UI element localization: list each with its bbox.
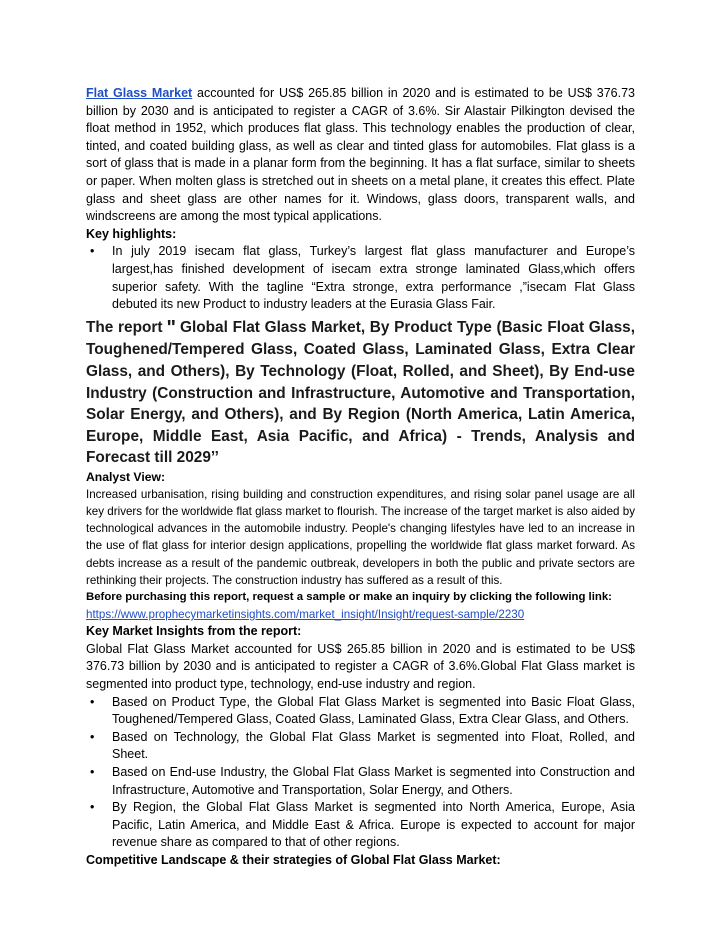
- bullet-icon: •: [90, 694, 95, 709]
- key-highlights-list: [86, 243, 635, 313]
- intro-paragraph: [86, 85, 635, 226]
- report-heading: The report " Global Flat Glass Market, By Product Type (Basic Float Glass, Toughened/Tempered Glass, Coated Glass, Laminated Glass, Extra Clear Glass, and Others), By Technology (Float, Rolled, and Sheet), By End-use Industry (Construction and Infrastructure, Automotive and Transportation, Solar Energy, and Others), and By Region (North America, Latin America, Europe, Middle East, Asia Pacific, and Africa) - Trends, Analysis and Forecast till 2029’’: [86, 316, 635, 467]
- bullet-icon: •: [90, 729, 95, 744]
- bullet-icon: •: [90, 765, 95, 780]
- insights-list: [86, 694, 635, 852]
- document-page: [86, 85, 635, 870]
- competitive-landscape-title: Competitive Landscape & their strategies of Global Flat Glass Market:: [86, 853, 501, 868]
- flat-glass-market-link[interactable]: Flat Glass Market: [86, 86, 193, 100]
- list-item: • Based on Technology, the Global Flat Glass Market is segmented into Float, Rolled, and Sheet.: [90, 729, 635, 762]
- insights-title: Key Market Insights from the report:: [86, 624, 302, 639]
- list-item: • In july 2019 isecam flat glass, Turkey’s largest flat glass manufacturer and Europe’s largest,has finished development of isecam extra stronge laminated Glass,which offers superior safety. With the tagline “Extra stronge, extra performance ,”isecam Flat Glass debuted its new Product to industry leaders at the Eurasia Glass Fair.: [90, 244, 635, 312]
- analyst-view-title: Analyst View:: [86, 469, 166, 484]
- list-item: • Based on Product Type, the Global Flat Glass Market is segmented into Basic Float Glass, Toughened/Tempered Glass, Coated Glass, Laminated Glass, Extra Clear Glass, and Others.: [90, 694, 635, 727]
- bullet-icon: •: [90, 800, 95, 815]
- intro-text: accounted for US$ 265.85 billion in 2020 and is estimated to be US$ 376.73 billion by 2030 and is anticipated to register a CAGR of 3.6%. Sir Alastair Pilkington devised the float method in 1952, which produces flat glass. This technology enables the production of clear, tinted, and coated building glass, as well as clear and tinted glass for automobiles. Flat glass is a sort of glass that is made in a planar form from the beginning. It has a flat surface, similar to sheets or paper. When molten glass is stretched out in sheets on a metal plane, it creates this effect. Plate glass and sheet glass are other names for it. Windows, glass doors, transparent walls, and windscreens are among the most typical applications.: [86, 86, 635, 224]
- list-item: • Based on End-use Industry, the Global Flat Glass Market is segmented into Construction and Infrastructure, Automotive and Transportation, Solar Energy, and Others.: [90, 765, 635, 797]
- insights-text: Global Flat Glass Market accounted for US$ 265.85 billion in 2020 and is estimated to be US$ 376.73 billion by 2030 and is anticipated to register a CAGR of 3.6%.Global Flat Glass market is segmented into product type, technology, end-use industry and region.: [86, 641, 635, 692]
- key-highlights-title: Key highlights:: [86, 226, 177, 241]
- bullet-icon: •: [90, 244, 95, 259]
- analyst-view-text: Increased urbanisation, rising building and construction expenditures, and rising solar panel usage are all key drivers for the worldwide flat glass market to flourish. The increase of the target market is also aided by technological advances in the automobile industry. People's changing lifestyles have led to an increase in the use of flat glass for interior design applications, propelling the worldwide flat glass market forward. As debts increase as a result of the pandemic outbreak, developers in both the public and private sectors are rethinking their projects. The construction industry has suffered as a result of this.: [86, 487, 635, 587]
- request-sample-link[interactable]: https://www.prophecymarketinsights.com/market_insight/Insight/request-sample/2230: [86, 608, 525, 622]
- list-item: • By Region, the Global Flat Glass Market is segmented into North America, Europe, Asia Pacific, Latin America, and Middle East & Africa. Europe is expected to account for major revenue share as compared to that of other regions.: [90, 800, 635, 850]
- cta-text: Before purchasing this report, request a sample or make an inquiry by clicking the following link:: [86, 591, 612, 604]
